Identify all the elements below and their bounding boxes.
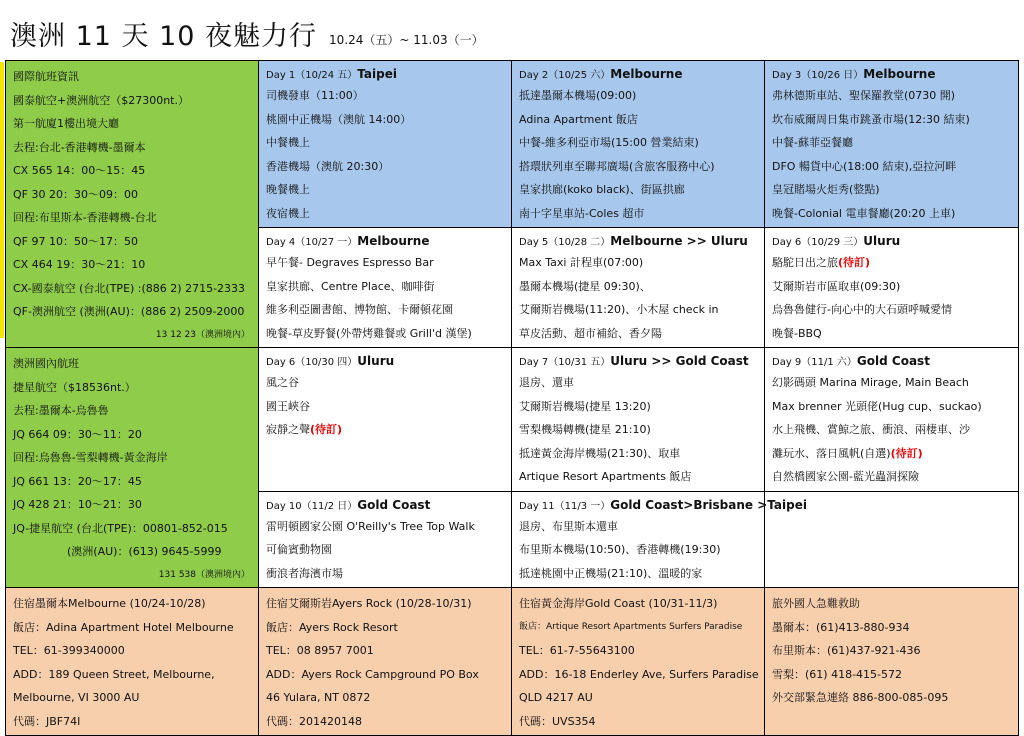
day-item: 司機發車（11:00） [266, 89, 364, 102]
day-item: 幻影碼頭 Marina Mirage, Main Beach [772, 376, 969, 389]
day-item: 中餐機上 [266, 136, 310, 149]
hotel-line: TEL：61-7-55643100 [519, 644, 635, 657]
domestic-flight-title: 澳洲國內航班 [13, 357, 79, 370]
day-header: Day 6（10/29 三）Uluru [772, 234, 901, 249]
intl-flight-line: QF 97 10：50～17：50 [13, 234, 138, 248]
day-item: 維多利亞圖書館、博物館、卡爾頓花園 [266, 303, 453, 317]
page-title: 澳洲 11 天 10 夜魅力行 [10, 21, 318, 52]
domestic-flight-line: 回程:烏魯魯-雪梨轉機-黃金海岸 [13, 451, 168, 464]
intl-flight-line: QF 30 20：30～09：00 [13, 187, 138, 201]
day-item: Adina Apartment 飯店 [519, 112, 638, 126]
booking-note: (待訂) [310, 423, 343, 436]
day-cell-1 [259, 61, 512, 228]
hotel-line: 飯店：Adina Apartment Hotel Melbourne [13, 620, 234, 634]
day-item: 晚餐機上 [266, 183, 310, 196]
hotel-line: 住宿黃金海岸Gold Coast (10/31-11/3) [519, 597, 718, 610]
day-item: 晚餐-草皮野餐(外帶烤雞餐或 Grill'd 漢堡) [266, 326, 472, 340]
hotel-line: TEL：61-399340000 [13, 644, 125, 657]
day-item: 香港機場（澳航 20:30） [266, 159, 390, 173]
intl-flight-cell [6, 61, 259, 348]
day-header: Day 7（10/31 五）Uluru >> Gold Coast [519, 354, 749, 368]
day-item: 可倫賓動物園 [266, 543, 332, 557]
domestic-flight-line: JQ 661 13：20～17：45 [13, 474, 142, 488]
hotel-line: ADD：189 Queen Street, Melbourne, [13, 667, 215, 681]
day-cell-5 [512, 228, 765, 348]
intl-flight-line: 13 12 23（澳洲境內） [155, 329, 250, 340]
intl-flight-line: 回程:布里斯本-香港轉機-台北 [13, 211, 157, 224]
day-item: 水上飛機、賞鯨之旅、衝浪、兩棲車、沙 [772, 423, 970, 436]
day-item: 草皮活動、超市補給、香夕陽 [519, 326, 662, 340]
day-item: 夜宿機上 [266, 206, 310, 220]
hotel-line: QLD 4217 AU [519, 691, 593, 704]
day-item: 中餐-蘇菲亞餐廳 [772, 136, 853, 149]
day-cell-9 [765, 348, 1019, 492]
booking-note: (待訂) [890, 446, 923, 460]
hotel-line: 代碼：JBF74I [13, 714, 81, 728]
day-header: Day 2（10/25 六）Melbourne [519, 67, 683, 81]
day-item: 灘玩水、落日風帆(自選)(待訂) [772, 446, 923, 460]
day-header: Day 9（11/1 六）Gold Coast [772, 354, 930, 368]
hotel-line: 飯店：Ayers Rock Resort [266, 620, 398, 634]
day-cell-10 [259, 491, 512, 587]
hotel-line: 飯店：Artique Resort Apartments Surfers Paradise [519, 621, 743, 632]
day-cell-6b [259, 348, 512, 492]
day-item: 抵達桃園中正機場(21:10)、溫暖的家 [519, 566, 703, 580]
day-item: 南十字星車站-Coles 超市 [519, 206, 645, 220]
day-item: 寂靜之聲(待訂) [266, 423, 343, 436]
domestic-flight-line: 捷星航空（$18536nt.） [13, 380, 136, 394]
hotel-line: TEL：08 8957 7001 [266, 644, 374, 657]
intl-flight-line: CX 464 19：30～21：10 [13, 258, 146, 271]
hotel-line: 住宿艾爾斯岩Ayers Rock (10/28-10/31) [266, 597, 472, 610]
day-item: 皇家拱廊(koko black)、街區拱廊 [519, 183, 685, 196]
domestic-flight-line: (澳洲(AU)：(613) 9645-5999 [67, 545, 222, 558]
emergency-line: 外交部緊急連絡 886-800-085-095 [772, 691, 949, 704]
day-item: 自然橋國家公園-藍光蟲洞探險 [772, 470, 919, 483]
emergency-line: 旅外國人急難救助 [772, 597, 860, 610]
itinerary-table [5, 60, 1019, 736]
hotel-line: ADD：Ayers Rock Campground PO Box [266, 667, 479, 681]
booking-note: (待訂) [838, 256, 871, 270]
intl-flight-line: 第一航廈1樓出境大廳 [13, 117, 119, 130]
domestic-flight-line: 去程:墨爾本-烏魯魯 [13, 404, 109, 417]
hotel-line: 住宿墨爾本Melbourne (10/24-10/28) [13, 597, 206, 610]
emergency-line: 布里斯本：(61)437-921-436 [772, 644, 921, 657]
day-item: 雷明頓國家公園 O'Reilly's Tree Top Walk [266, 519, 475, 533]
intl-flight-line: CX-國泰航空 (台北(TPE) :(886 2) 2715-2333 [13, 281, 246, 295]
day-item: 烏魯魯健行-向心中的大石頭呼喊愛情 [772, 303, 952, 317]
trip-dates: 10.24（五）~ 11.03（一） [329, 33, 484, 47]
intl-flight-line: CX 565 14：00～15：45 [13, 164, 146, 177]
intl-flight-line: 去程:台北-香港轉機-墨爾本 [13, 140, 146, 154]
day-item: 桃園中正機場（澳航 14:00） [266, 112, 412, 126]
day-item: 艾爾斯岩市區取車(09:30) [772, 279, 901, 293]
day-cell-6 [765, 228, 1019, 348]
day-item: 退房、布里斯本還車 [519, 519, 618, 533]
hotel-cell-ayers-rock [259, 588, 512, 736]
day-item: Max brenner 光頭佬(Hug cup、suckao) [772, 399, 982, 413]
day-item: 早午餐- Degraves Espresso Bar [266, 256, 434, 270]
day-item: DFO 暢貨中心(18:00 結束),亞拉河畔 [772, 159, 957, 173]
day-item: 墨爾本機場(捷星 09:30)、 [519, 279, 651, 293]
day-cell-2 [512, 61, 765, 228]
domestic-flight-line: 131 538（澳洲境內） [158, 569, 250, 580]
highlight-marker [0, 62, 4, 338]
hotel-cell-gold-coast [512, 588, 765, 736]
day-item: 雪梨機場轉機(捷星 21:10) [519, 423, 651, 436]
domestic-flight-line: JQ 664 09：30～11：20 [13, 427, 142, 441]
day-item: 駱駝日出之旅(待訂) [772, 256, 871, 270]
hotel-line: 46 Yulara, NT 0872 [266, 691, 371, 704]
day-header: Day 11（11/3 一）Gold Coast>Brisbane >Taipei [519, 497, 807, 512]
day-header: Day 1（10/24 五）Taipei [266, 67, 397, 81]
hotel-line: ADD：16-18 Enderley Ave, Surfers Paradise [519, 667, 759, 681]
day-item: Max Taxi 計程車(07:00) [519, 256, 644, 270]
day-item: 晚餐-Colonial 電車餐廳(20:20 上車) [772, 206, 956, 220]
day-header: Day 5（10/28 二）Melbourne >> Uluru [519, 234, 748, 249]
day-item: 艾爾斯岩機場(捷星 13:20) [519, 399, 651, 413]
day-item: 國王峽谷 [266, 399, 310, 413]
intl-flight-line: 國泰航空+澳洲航空（$27300nt.） [13, 93, 189, 107]
day-item: 晚餐-BBQ [772, 326, 822, 340]
day-item: 抵達墨爾本機場(09:00) [519, 89, 637, 102]
emergency-line: 雪梨：(61) 418-415-572 [772, 667, 903, 681]
day-cell-4 [259, 228, 512, 348]
day-item: 搭環狀列車至聯邦廣場(含旅客服務中心) [519, 159, 715, 173]
intl-flight-line: QF-澳洲航空 (澳洲(AU)：(886 2) 2509-2000 [13, 305, 245, 318]
day-item: 坎布威爾周日集市跳蚤市場(12:30 結束) [772, 112, 970, 126]
day-header: Day 10（11/2 日）Gold Coast [266, 497, 431, 512]
day-item: 布里斯本機場(10:50)、香港轉機(19:30) [519, 543, 721, 557]
day-item: 弗林德斯車站、聖保羅教堂(0730 開) [772, 89, 956, 102]
day-header: Day 4（10/27 一）Melbourne [266, 234, 430, 249]
day-item: 中餐-維多利亞市場(15:00 營業結束) [519, 136, 699, 149]
intl-flight-title: 國際航班資訊 [13, 70, 79, 83]
day-item: 衝浪者海濱市場 [266, 566, 343, 580]
hotel-cell-melbourne [6, 588, 259, 736]
hotel-line: 代碼：UVS354 [519, 714, 596, 728]
hotel-line: 代碼：201420148 [266, 714, 362, 728]
domestic-flight-line: JQ-捷星航空 (台北(TPE)：00801-852-015 [13, 521, 228, 535]
day-item: Artique Resort Apartments 飯店 [519, 470, 692, 483]
day-header: Day 6（10/30 四）Uluru [266, 354, 395, 368]
domestic-flight-cell [6, 348, 259, 588]
day-header: Day 3（10/26 日）Melbourne [772, 67, 936, 81]
day-cell-7 [512, 348, 765, 492]
emergency-line: 墨爾本：(61)413-880-934 [772, 620, 910, 634]
day-item: 風之谷 [266, 376, 299, 389]
page-header [10, 8, 484, 54]
day-item: 抵達黃金海岸機場(21:30)、取車 [519, 446, 681, 460]
day-cell-3 [765, 61, 1019, 228]
day-item: 退房、還車 [519, 376, 574, 389]
day-item: 皇家拱廊、Centre Place、咖啡街 [266, 279, 435, 293]
day-item: 皇冠賭場火炬秀(整點) [772, 183, 880, 196]
emergency-cell [765, 588, 1019, 736]
hotel-line: Melbourne, VI 3000 AU [13, 691, 140, 704]
day-item: 艾爾斯岩機場(11:20)、小木屋 check in [519, 303, 719, 317]
day-cell-11 [512, 491, 807, 587]
domestic-flight-line: JQ 428 21：10～21：30 [13, 498, 142, 511]
